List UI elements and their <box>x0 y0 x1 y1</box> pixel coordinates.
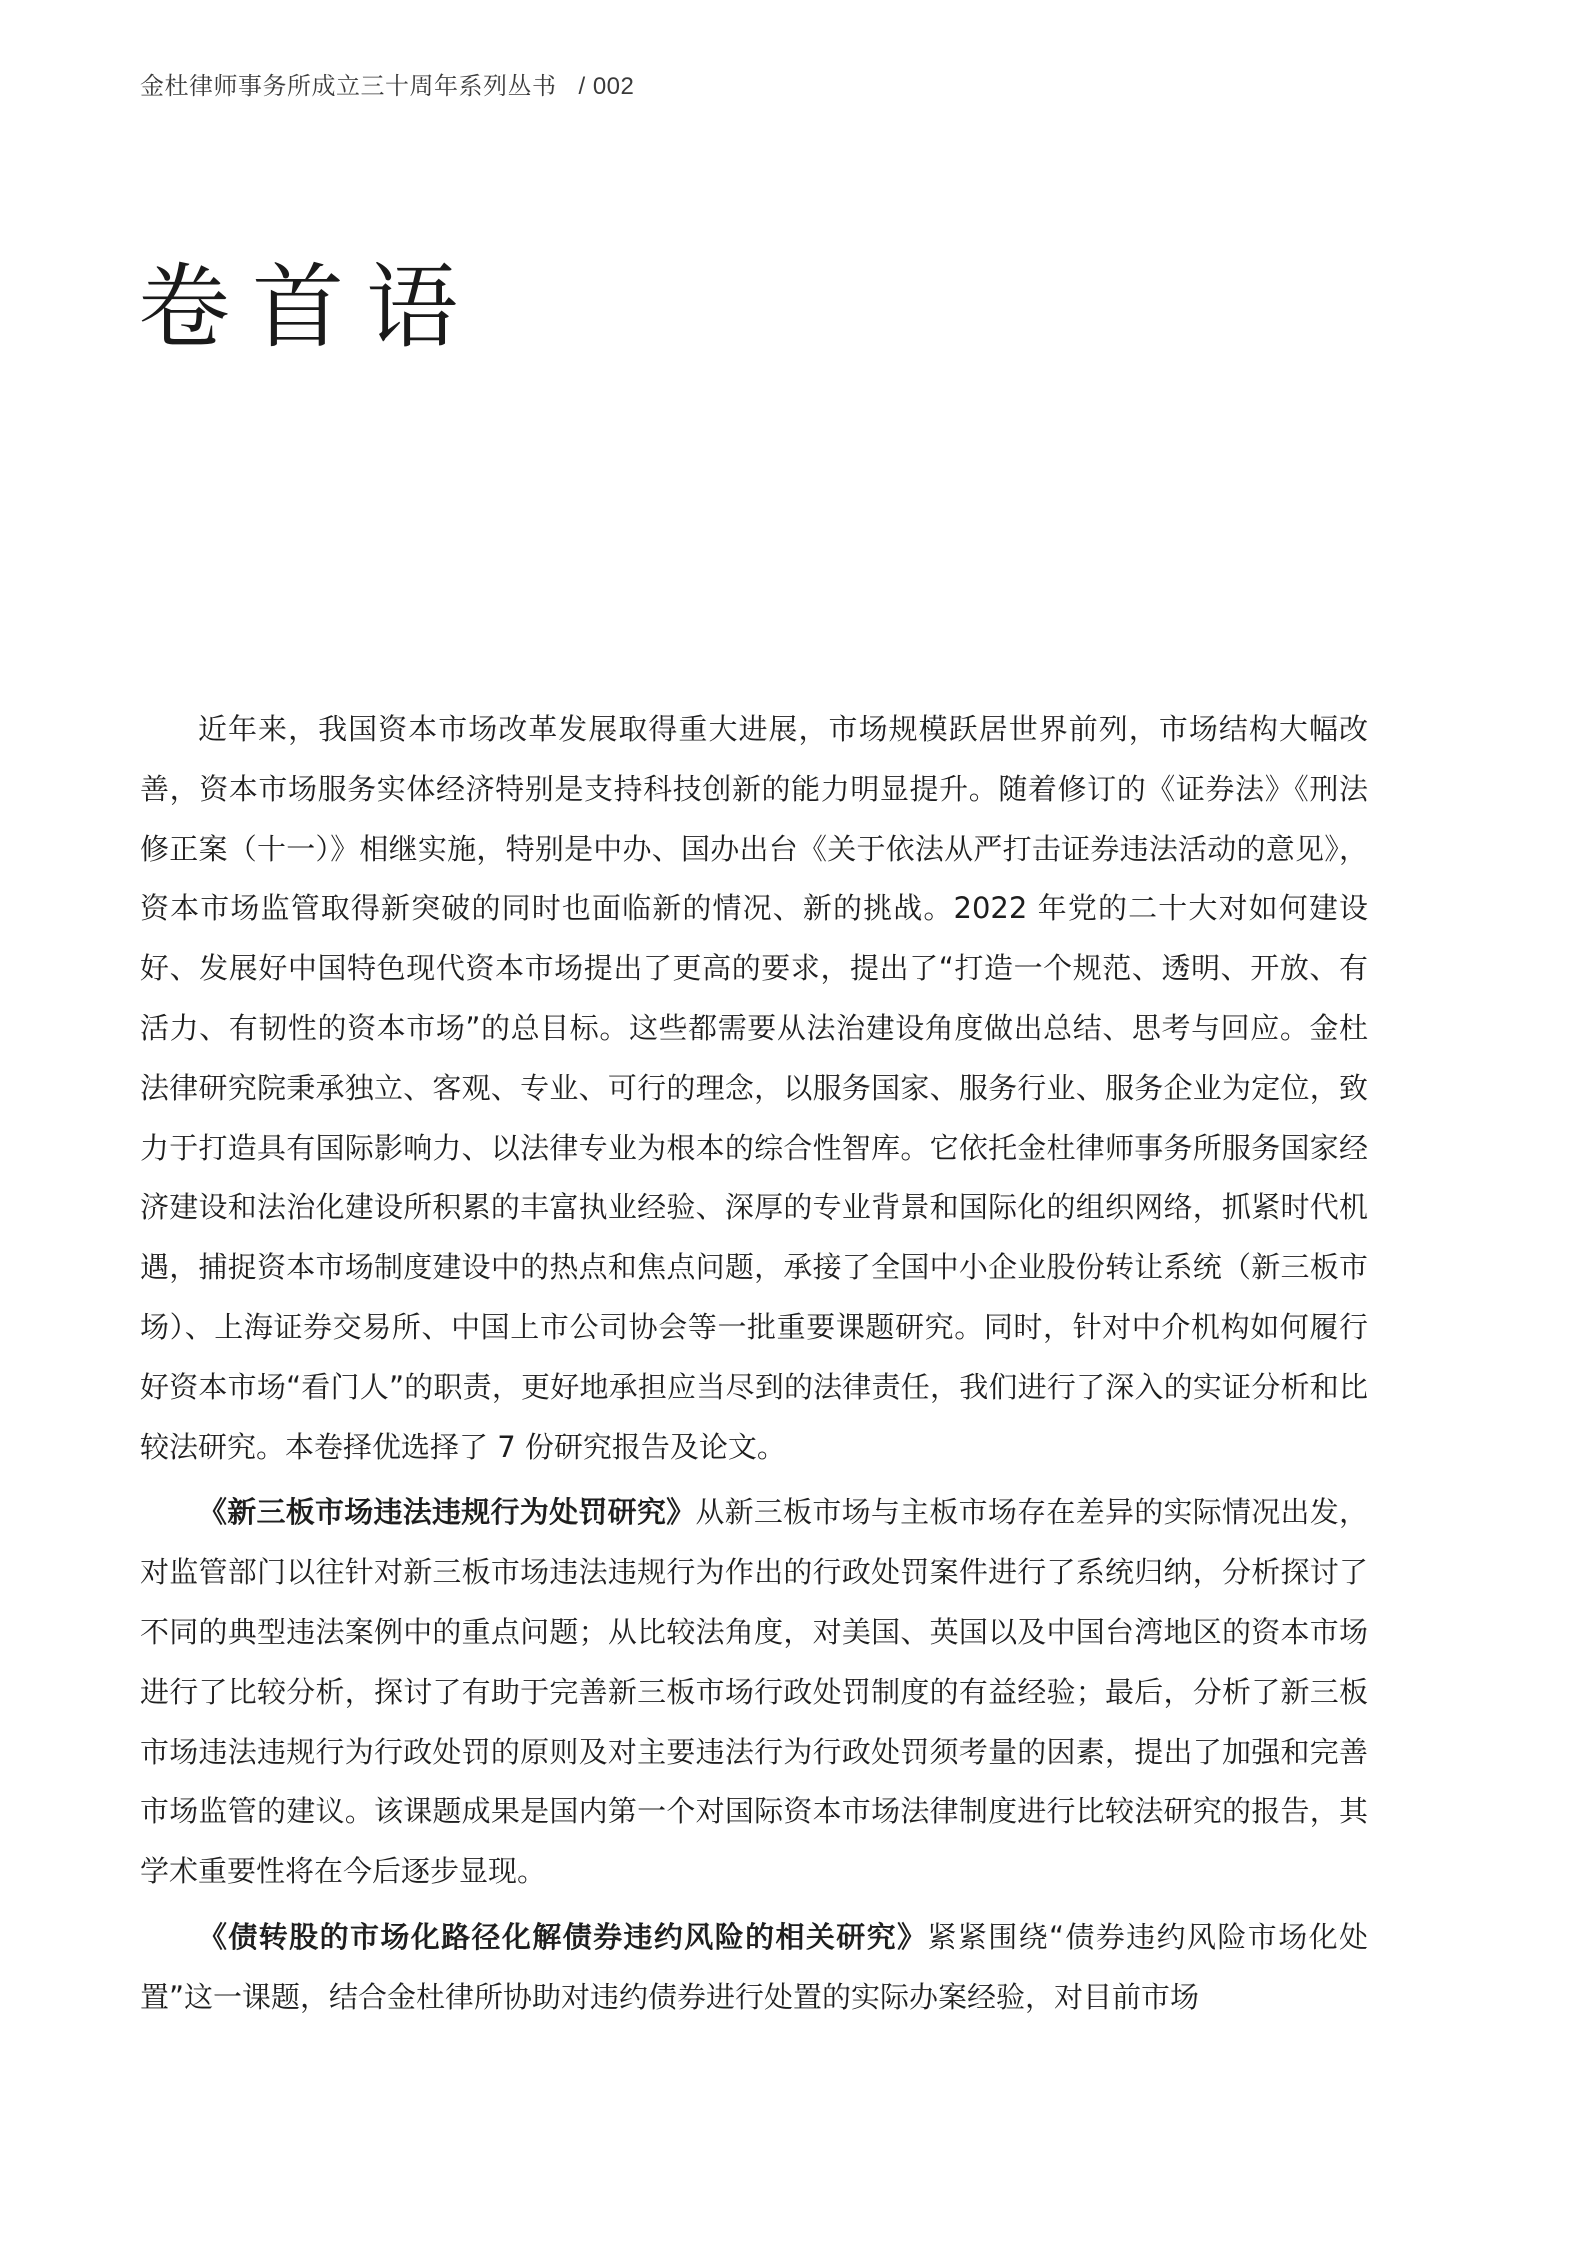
report-title: 《债转股的市场化路径化解债券违约风险的相关研究》 <box>198 1919 928 1954</box>
paragraph-report-2 <box>140 1908 1368 2028</box>
paragraph-report-1 <box>140 1483 1368 1902</box>
page-number: / 002 <box>578 73 635 100</box>
paragraph-text: 从新三板市场与主板市场存在差异的实际情况出发，对监管部门以往针对新三板市场违法违规行为作出的行政处罚案件进行了系统归纳，分析探讨了不同的典型违法案例中的重点问题；从比较法角度，对美国、英国以及中国台湾地区的资本市场进行了比较分析，探讨了有助于完善新三板市场行政处罚制度的有益经验；最后，分析了新三板市场违法违规行为行政处罚的原则及对主要违法行为行政处罚须考量的因素，提出了加强和完善市场监管的建议。该课题成果是国内第一个对国际资本市场法律制度进行比较法研究的报告，其学术重要性将在今后逐步显现。 <box>140 1495 1368 1889</box>
chapter-title: 卷首语 <box>138 254 481 361</box>
paragraph-text: 近年来，我国资本市场改革发展取得重大进展，市场规模跃居世界前列，市场结构大幅改善，资本市场服务实体经济特别是支持科技创新的能力明显提升。随着修订的《证券法》《刑法修正案（十一）》相继实施，特别是中办、国办出台《关于依法从严打击证券违法活动的意见》，资本市场监管取得新突破的同时也面临新的情况、新的挑战。2022 年党的二十大对如何建设好、发展好中国特色现代资本市场提出了更高的要求，提出了“打造一个规范、透明、开放、有活力、有韧性的资本市场”的总目标。这些都需要从法治建设角度做出总结、思考与回应。金杜法律研究院秉承独立、客观、专业、可行的理念，以服务国家、服务行业、服务企业为定位，致力于打造具有国际影响力、以法律专业为根本的综合性智库。它依托金杜律师事务所服务国家经济建设和法治化建设所积累的丰富执业经验、深厚的专业背景和国际化的组织网络，抓紧时代机遇，捕捉资本市场制度建设中的热点和焦点问题，承接了全国中小企业股份转让系统（新三板市场）、上海证券交易所、中国上市公司协会等一批重要课题研究。同时，针对中介机构如何履行好资本市场“看门人”的职责，更好地承担应当尽到的法律责任，我们进行了深入的实证分析和比较法研究。本卷择优选择了 7 份研究报告及论文。 <box>140 712 1368 1464</box>
paragraph-intro <box>140 700 1368 1477</box>
running-header <box>140 66 634 101</box>
paragraph-text: 紧紧围绕“债券违约风险市场化处置”这一课题，结合金杜律所协助对违约债券进行处置的实际办案经验，对目前市场 <box>140 1919 1368 2014</box>
series-title: 金杜律师事务所成立三十周年系列丛书 <box>140 72 557 100</box>
body-text <box>140 700 1368 2034</box>
report-title: 《新三板市场违法违规行为处罚研究》 <box>198 1495 696 1530</box>
